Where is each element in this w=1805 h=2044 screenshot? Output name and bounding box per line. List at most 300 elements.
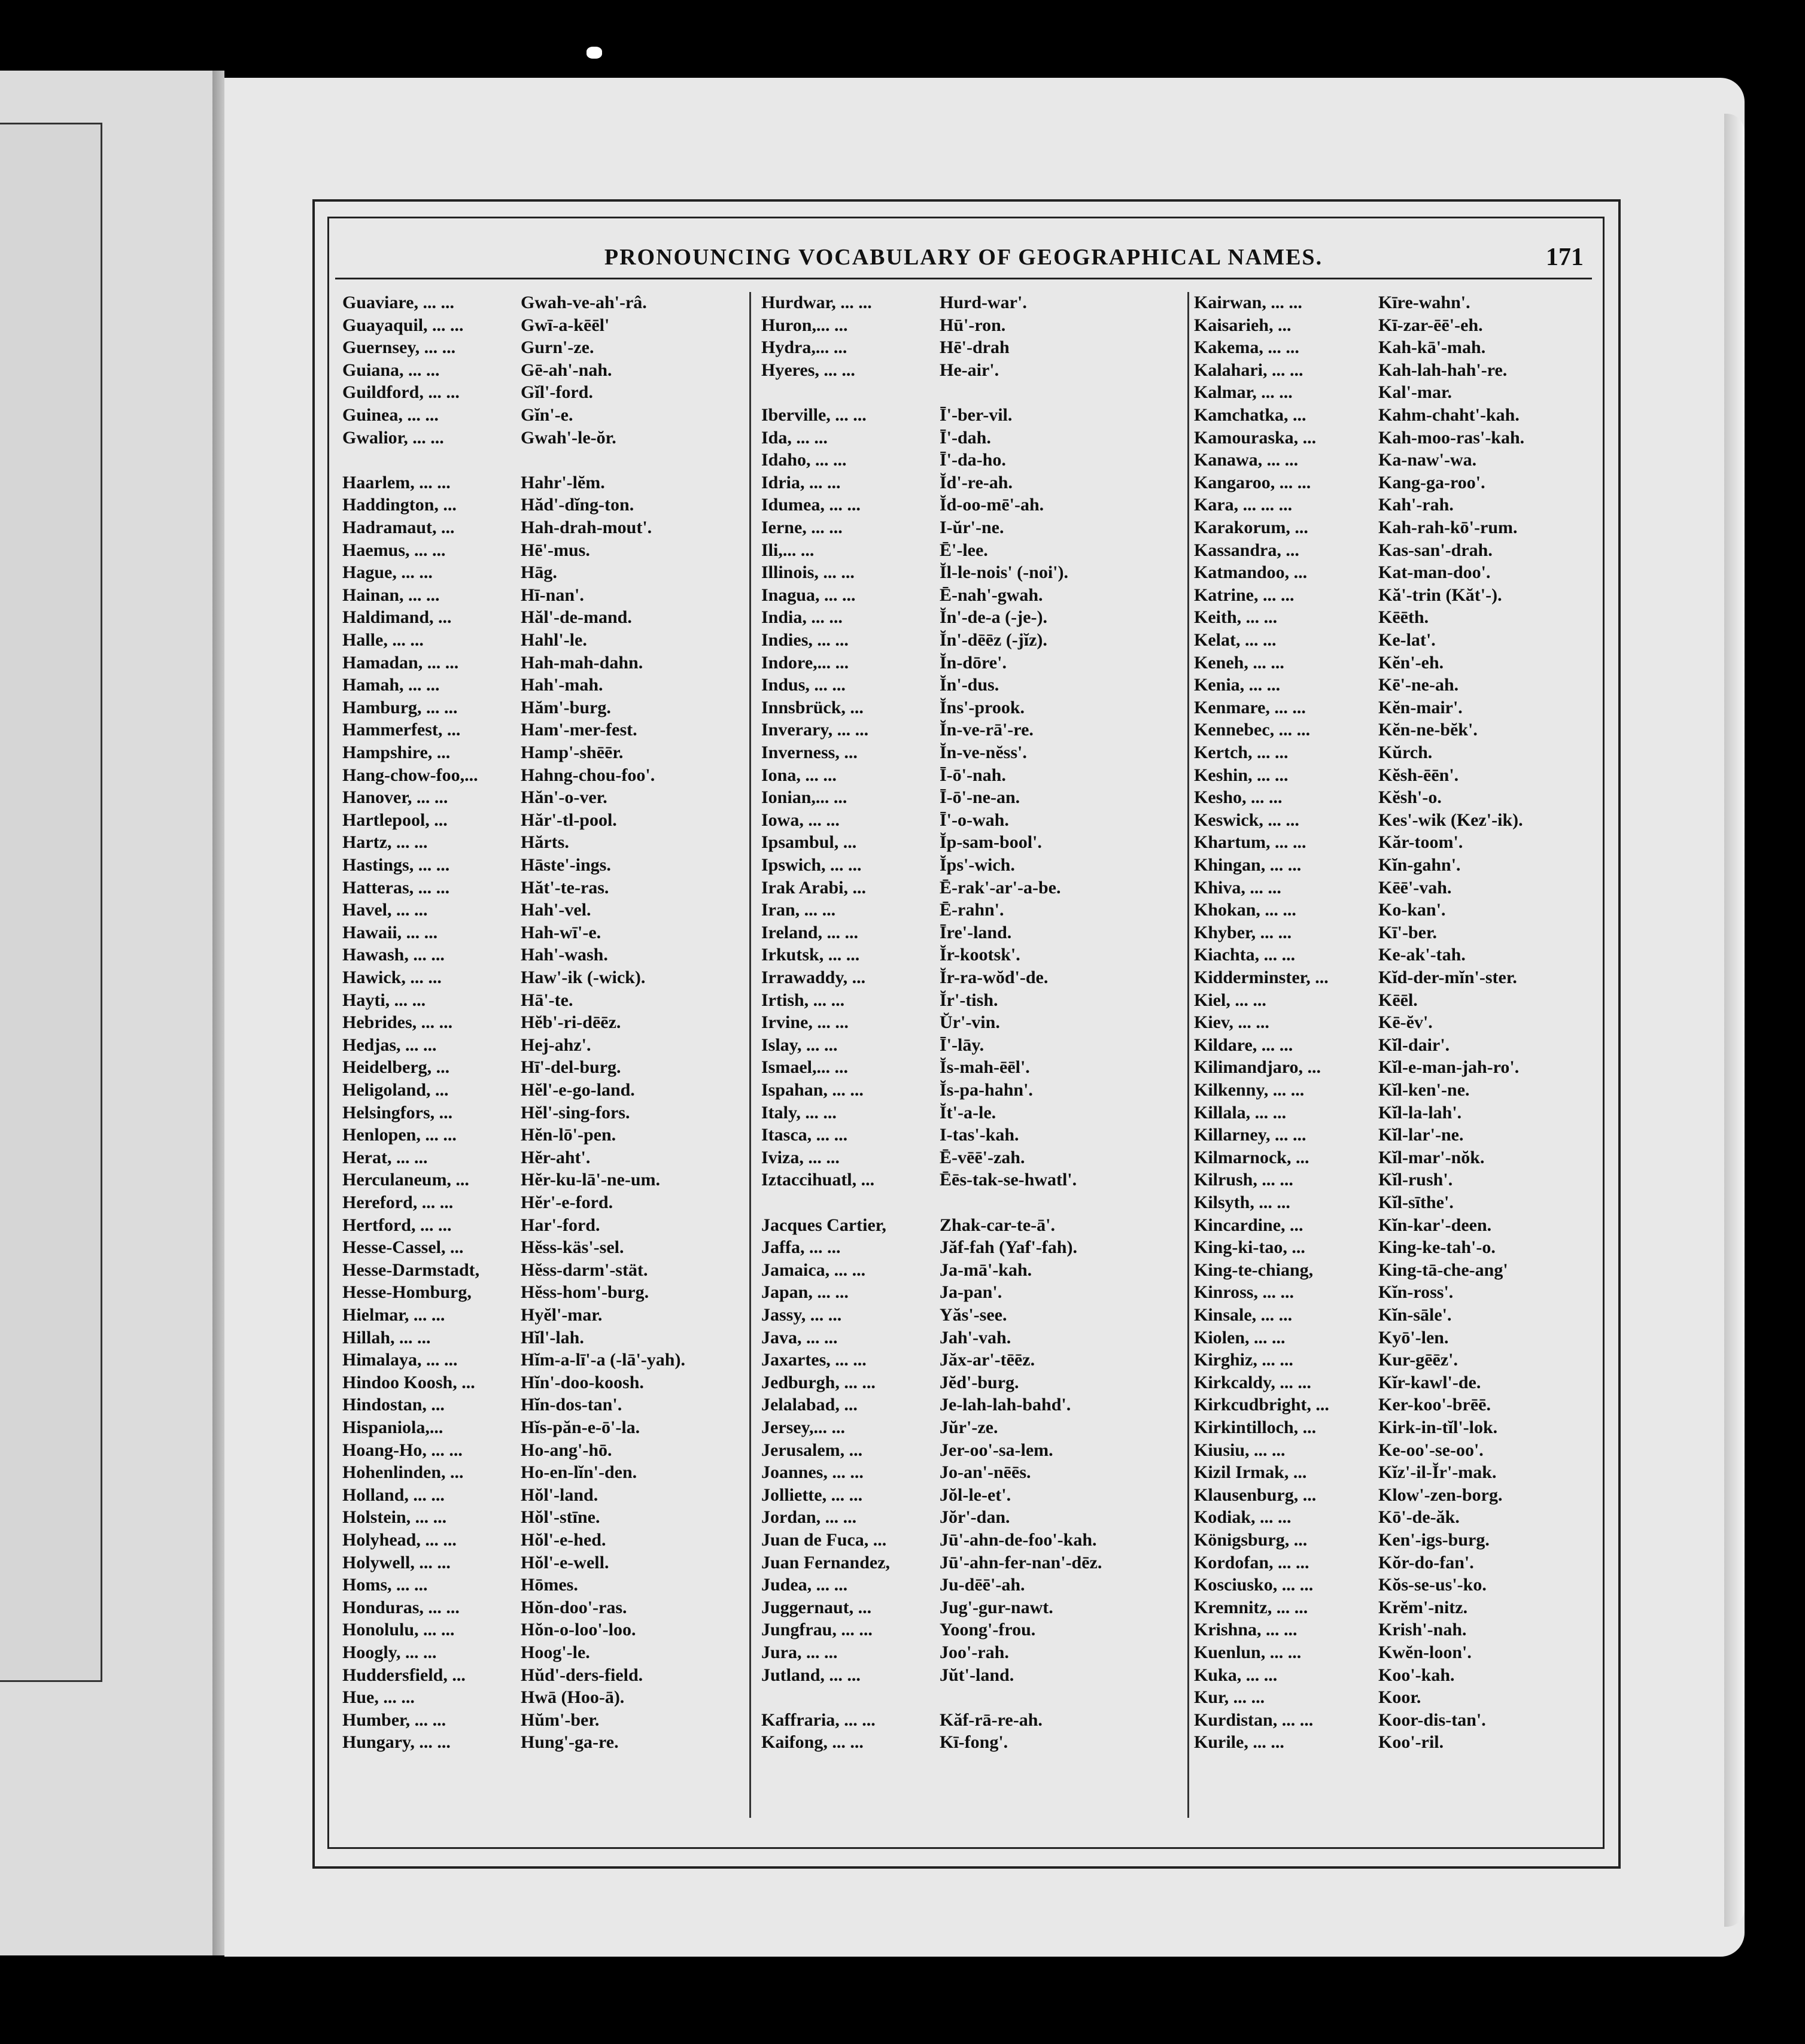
- pronunciation: Zhak-car-te-ā'.: [940, 1215, 1056, 1235]
- pronunciation: Hah'-vel.: [521, 900, 591, 920]
- place-name: Hartlepool, ...: [342, 810, 448, 830]
- vocabulary-entry: [761, 562, 1180, 583]
- pronunciation: Kes'-wik (Kez'-ik).: [1378, 810, 1523, 830]
- place-name: Keswick, ... ...: [1194, 810, 1299, 830]
- vocabulary-entry: [342, 1102, 743, 1124]
- pronunciation: Ē-rak'-ar'-a-be.: [940, 877, 1061, 898]
- place-name: Hyeres, ... ...: [761, 360, 855, 380]
- vocabulary-entry: [761, 1574, 1180, 1596]
- place-name: Ierne, ... ...: [761, 518, 843, 537]
- vocabulary-entry: [342, 1372, 743, 1394]
- vocabulary-entry: [342, 1079, 743, 1101]
- pronunciation: Ĭr-kootsk'.: [940, 945, 1020, 965]
- vocabulary-entry: [1194, 1529, 1601, 1551]
- pronunciation: Hē'-mus.: [521, 540, 590, 560]
- pronunciation: Hahng-chou-foo'.: [521, 765, 655, 785]
- vocabulary-entry: [342, 742, 743, 764]
- vocabulary-entry: [1194, 877, 1601, 899]
- place-name: Hillah, ... ...: [342, 1327, 431, 1348]
- pronunciation: Kē'-ne-ah.: [1378, 675, 1459, 695]
- place-name: Homs, ... ...: [342, 1575, 428, 1595]
- vocabulary-entry: [1194, 899, 1601, 921]
- vocabulary-entry: [761, 674, 1180, 696]
- vocabulary-entry: [1194, 494, 1601, 516]
- place-name: Jacques Cartier,: [761, 1215, 886, 1235]
- place-name: Juggernaut, ...: [761, 1597, 872, 1617]
- vocabulary-entry: [342, 944, 743, 966]
- place-name: Hamburg, ... ...: [342, 697, 458, 717]
- vocabulary-entry: [342, 1192, 743, 1213]
- pronunciation: Je-lah-lah-bahd'.: [940, 1395, 1071, 1415]
- vocabulary-entry: [761, 719, 1180, 741]
- place-name: Keshin, ... ...: [1194, 765, 1289, 785]
- pronunciation: Jū'-ahn-de-foo'-kah.: [940, 1530, 1097, 1550]
- place-name: Klausenburg, ...: [1194, 1485, 1317, 1505]
- vocabulary-entry: [342, 697, 743, 719]
- pronunciation: Ke-oo'-se-oo'.: [1378, 1440, 1484, 1460]
- vocabulary-entry: [342, 540, 743, 561]
- vocabulary-entry: [761, 854, 1180, 876]
- vocabulary-entry: [1194, 1079, 1601, 1101]
- vocabulary-entry: [1194, 292, 1601, 314]
- pronunciation: Ĭn-ve-rā'-re.: [940, 720, 1034, 740]
- place-name: India, ... ...: [761, 607, 843, 628]
- vocabulary-entry: [1194, 1147, 1601, 1169]
- pronunciation: Hŏn-o-loo'-loo.: [521, 1620, 636, 1640]
- place-name: Jersey,... ...: [761, 1418, 845, 1437]
- vocabulary-entry: [342, 899, 743, 921]
- pronunciation: Ke-lat'.: [1378, 630, 1436, 650]
- pronunciation: Ĭl-le-nois' (-noi').: [940, 562, 1068, 583]
- pronunciation: Ke-ak'-tah.: [1378, 945, 1466, 965]
- place-name: Henlopen, ... ...: [342, 1125, 457, 1145]
- place-name: Kelat, ... ...: [1194, 630, 1277, 650]
- place-name: Judea, ... ...: [761, 1575, 848, 1595]
- vocabulary-entry: [342, 427, 743, 449]
- place-name: Hawick, ... ...: [342, 968, 442, 987]
- place-name: Ionian,... ...: [761, 787, 847, 808]
- pronunciation: Jŭt'-land.: [940, 1665, 1014, 1685]
- place-name: Honduras, ... ...: [342, 1597, 460, 1617]
- place-name: Kilmarnock, ...: [1194, 1147, 1309, 1167]
- vocabulary-entry: [1194, 1124, 1601, 1146]
- page-header: [328, 244, 1599, 275]
- place-name: Irtish, ... ...: [761, 990, 845, 1010]
- place-name: Kiolen, ... ...: [1194, 1327, 1286, 1348]
- place-name: Ida, ... ...: [761, 427, 828, 448]
- place-name: Kodiak, ... ...: [1194, 1507, 1292, 1528]
- pronunciation: Ĭn'-de-a (-je-).: [940, 607, 1047, 628]
- vocabulary-entry: [342, 922, 743, 944]
- place-name: Kamchatka, ...: [1194, 405, 1306, 425]
- pronunciation: Haw'-ik (-wick).: [521, 968, 646, 987]
- place-name: Kilrush, ... ...: [1194, 1170, 1293, 1190]
- pronunciation: Hŏl'-stīne.: [521, 1507, 600, 1528]
- place-name: Halle, ... ...: [342, 630, 424, 650]
- vocabulary-entry: [761, 1462, 1180, 1483]
- place-name: Jordan, ... ...: [761, 1507, 857, 1528]
- place-name: Jedburgh, ... ...: [761, 1372, 876, 1392]
- pronunciation: Har'-ford.: [521, 1215, 600, 1235]
- place-name: Hesse-Darmstadt,: [342, 1260, 480, 1280]
- place-name: Hedjas, ... ...: [342, 1035, 437, 1055]
- place-name: Jura, ... ...: [761, 1642, 838, 1662]
- pronunciation: Kĕn-ne-bĕk'.: [1378, 720, 1478, 740]
- vocabulary-entry: [761, 540, 1180, 561]
- pronunciation: Hahl'-le.: [521, 630, 587, 650]
- vocabulary-entry: [761, 832, 1180, 853]
- place-name: Hainan, ... ...: [342, 585, 440, 605]
- pronunciation: Gĭn'-e.: [521, 405, 573, 425]
- pronunciation: Ī'-o-wah.: [940, 810, 1009, 830]
- vocabulary-entry: [761, 1394, 1180, 1416]
- pronunciation: Kĕsh-ēēn'.: [1378, 765, 1459, 785]
- vocabulary-entry: [1194, 360, 1601, 381]
- place-name: Hamah, ... ...: [342, 675, 440, 695]
- pronunciation: Ĭd'-re-ah.: [940, 472, 1013, 492]
- place-name: Kuenlun, ... ...: [1194, 1642, 1302, 1662]
- pronunciation: Hung'-ga-re.: [521, 1732, 619, 1753]
- place-name: Kordofan, ... ...: [1194, 1552, 1309, 1572]
- pronunciation: Hĭn-dos-tan'.: [521, 1395, 622, 1415]
- vocabulary-entry: [1194, 1215, 1601, 1236]
- vocabulary-entry: [342, 877, 743, 899]
- vocabulary-entry: [342, 292, 743, 314]
- place-name: Kurile, ... ...: [1194, 1732, 1284, 1753]
- pronunciation: Ŭr'-vin.: [940, 1012, 1000, 1033]
- vocabulary-entry: [1194, 810, 1601, 831]
- pronunciation: Ī-ō'-ne-an.: [940, 787, 1020, 808]
- pronunciation: Jŭr'-ze.: [940, 1418, 998, 1437]
- pronunciation: Hăt'-te-ras.: [521, 877, 609, 898]
- pronunciation: Kĭl-dair'.: [1378, 1035, 1450, 1055]
- pronunciation: Hĕb'-ri-dēēz.: [521, 1012, 621, 1033]
- vocabulary-entry: [761, 1440, 1180, 1461]
- pronunciation: Hū'-ron.: [940, 315, 1006, 335]
- vocabulary-entry: [342, 832, 743, 853]
- vocabulary-entry: [1194, 1710, 1601, 1731]
- pronunciation: Kŏr-do-fan'.: [1378, 1552, 1474, 1572]
- pronunciation: Hĕn-lō'-pen.: [521, 1125, 616, 1145]
- pronunciation: Kĕn-mair'.: [1378, 697, 1463, 717]
- pronunciation: Hĭn'-doo-koosh.: [521, 1372, 644, 1392]
- pronunciation: Jah'-vah.: [940, 1327, 1011, 1348]
- vocabulary-entry: [1194, 1260, 1601, 1281]
- vocabulary-entry: [1194, 607, 1601, 628]
- vocabulary-entry: [761, 1619, 1180, 1641]
- vocabulary-entry: [761, 1665, 1180, 1686]
- vocabulary-entry: [761, 1215, 1180, 1236]
- place-name: Kildare, ... ...: [1194, 1035, 1293, 1055]
- column-divider: [749, 292, 751, 1818]
- place-name: Kilkenny, ... ...: [1194, 1080, 1305, 1100]
- pronunciation: Ho-ang'-hō.: [521, 1440, 612, 1460]
- pronunciation: Hĕl'-e-go-land.: [521, 1080, 635, 1100]
- place-name: Hanover, ... ...: [342, 787, 448, 808]
- vocabulary-entry: [761, 1260, 1180, 1281]
- vocabulary-entry: [342, 1597, 743, 1619]
- pronunciation: Koo'-kah.: [1378, 1665, 1455, 1685]
- vocabulary-entry: [342, 1215, 743, 1236]
- place-name: Herculaneum, ...: [342, 1170, 469, 1190]
- vocabulary-entry: [1194, 585, 1601, 606]
- place-name: Hoang-Ho, ... ...: [342, 1440, 463, 1460]
- vocabulary-entry: [1194, 540, 1601, 561]
- pronunciation: Kĭn-gahn'.: [1378, 855, 1461, 875]
- vocabulary-entry: [342, 652, 743, 674]
- place-name: Katmandoo, ...: [1194, 562, 1308, 583]
- pronunciation: Hŏl'-e-hed.: [521, 1530, 606, 1550]
- pronunciation: Ken'-igs-burg.: [1378, 1530, 1490, 1550]
- place-name: Idumea, ... ...: [761, 495, 861, 515]
- vocabulary-entry: [761, 629, 1180, 651]
- place-name: Indus, ... ...: [761, 675, 846, 695]
- place-name: Haemus, ... ...: [342, 540, 446, 560]
- pronunciation: Ī'-dah.: [940, 427, 991, 448]
- place-name: Kinross, ... ...: [1194, 1282, 1294, 1303]
- place-name: Innsbrück, ...: [761, 697, 864, 717]
- place-name: Keneh, ... ...: [1194, 652, 1284, 673]
- pronunciation: Kah'-rah.: [1378, 495, 1454, 515]
- pronunciation: Krish'-nah.: [1378, 1620, 1467, 1640]
- place-name: Krishna, ... ...: [1194, 1620, 1297, 1640]
- place-name: Illinois, ... ...: [761, 562, 855, 583]
- place-name: King-ki-tao, ...: [1194, 1237, 1305, 1258]
- vocabulary-entry: [342, 404, 743, 426]
- pronunciation: Ĭp-sam-bool'.: [940, 832, 1042, 853]
- pronunciation: Ĭn'-dus.: [940, 675, 999, 695]
- pronunciation: Ĭn'-dēēz (-jĭz).: [940, 630, 1047, 650]
- vocabulary-entry: [342, 494, 743, 516]
- place-name: Hayti, ... ...: [342, 990, 426, 1010]
- place-name: Guayaquil, ... ...: [342, 315, 464, 335]
- place-name: Jolliette, ... ...: [761, 1485, 863, 1505]
- column-divider: [1187, 292, 1189, 1818]
- place-name: Honolulu, ... ...: [342, 1620, 455, 1640]
- vocabulary-entry: [1194, 382, 1601, 403]
- place-name: Kakema, ... ...: [1194, 337, 1299, 358]
- pronunciation: Īre'-land.: [940, 922, 1012, 942]
- place-name: Hadramaut, ...: [342, 518, 455, 537]
- vocabulary-entry: [342, 585, 743, 606]
- pronunciation: Jer-oo'-sa-lem.: [940, 1440, 1053, 1460]
- vocabulary-entry: [342, 1147, 743, 1169]
- place-name: Ispahan, ... ...: [761, 1080, 864, 1100]
- pronunciation: Jo-an'-nēēs.: [940, 1462, 1031, 1483]
- vocabulary-entry: [761, 1057, 1180, 1078]
- vocabulary-entry: [761, 1169, 1180, 1191]
- vocabulary-entry: [761, 472, 1180, 494]
- place-name: Hispaniola,...: [342, 1418, 443, 1437]
- vocabulary-entry: [342, 1642, 743, 1663]
- place-name: Hydra,... ...: [761, 337, 847, 358]
- place-name: Ireland, ... ...: [761, 922, 858, 942]
- vocabulary-entry: [761, 1102, 1180, 1124]
- vocabulary-entry: [342, 629, 743, 651]
- pronunciation: Ĭns'-prook.: [940, 697, 1025, 717]
- place-name: Hartz, ... ...: [342, 832, 428, 853]
- place-name: Itasca, ... ...: [761, 1125, 848, 1145]
- place-name: Indies, ... ...: [761, 630, 849, 650]
- vocabulary-entry: [1194, 1552, 1601, 1574]
- place-name: Hielmar, ... ...: [342, 1305, 445, 1325]
- place-name: Hertford, ... ...: [342, 1215, 452, 1235]
- place-name: Hatteras, ... ...: [342, 877, 450, 898]
- place-name: Kaisarieh, ...: [1194, 315, 1292, 335]
- vocabulary-entry: [761, 315, 1180, 336]
- place-name: Ipsambul, ...: [761, 832, 857, 853]
- place-name: Kalahari, ... ...: [1194, 360, 1303, 380]
- vocabulary-entry: [342, 1349, 743, 1371]
- pronunciation: Ja-pan'.: [940, 1282, 1002, 1303]
- pronunciation: Kŭrch.: [1378, 743, 1433, 762]
- pronunciation: Ĭr'-tish.: [940, 990, 998, 1010]
- place-name: Herat, ... ...: [342, 1147, 428, 1167]
- pronunciation: Ī'-ber-vil.: [940, 405, 1013, 425]
- pronunciation: Hăd'-dĭng-ton.: [521, 495, 634, 515]
- vocabulary-entry: [761, 1282, 1180, 1303]
- pronunciation: Kĭn-kar'-deen.: [1378, 1215, 1492, 1235]
- vocabulary-entry: [761, 517, 1180, 539]
- facing-page-frame: [0, 123, 102, 1682]
- pronunciation: Yăs'-see.: [940, 1305, 1007, 1325]
- pronunciation: He-air'.: [940, 360, 999, 380]
- place-name: Kertch, ... ...: [1194, 743, 1289, 762]
- vocabulary-entry: [761, 1710, 1180, 1731]
- pronunciation: Ho-en-lĭn'-den.: [521, 1462, 637, 1483]
- pronunciation: Hah-wī'-e.: [521, 922, 601, 942]
- vocabulary-entry: [342, 1304, 743, 1326]
- pronunciation: Koor-dis-tan'.: [1378, 1710, 1486, 1730]
- pronunciation: Kal'-mar.: [1378, 382, 1452, 403]
- place-name: Jelalabad, ...: [761, 1395, 858, 1415]
- vocabulary-entry: [342, 1485, 743, 1506]
- vocabulary-entry: [342, 765, 743, 786]
- place-name: Hague, ... ...: [342, 562, 433, 583]
- place-name: Kirkintilloch, ...: [1194, 1418, 1317, 1437]
- pronunciation: Kēēl.: [1378, 990, 1418, 1010]
- place-name: Holstein, ... ...: [342, 1507, 447, 1528]
- pronunciation: Kēē'-vah.: [1378, 877, 1452, 898]
- place-name: Haldimand, ...: [342, 607, 452, 628]
- pronunciation: King-ke-tah'-o.: [1378, 1237, 1496, 1258]
- place-name: Kidderminster, ...: [1194, 968, 1329, 987]
- pronunciation: Hĕl'-sing-fors.: [521, 1102, 630, 1123]
- place-name: Kirghiz, ... ...: [1194, 1350, 1293, 1370]
- place-name: Jaffa, ... ...: [761, 1237, 841, 1258]
- vocabulary-entry: [1194, 674, 1601, 696]
- vocabulary-entry: [342, 472, 743, 494]
- place-name: Heidelberg, ...: [342, 1057, 450, 1078]
- pronunciation: Ĭs-mah-ēēl'.: [940, 1057, 1030, 1078]
- place-name: Hammerfest, ...: [342, 720, 461, 740]
- pronunciation: Ĭn-dōre'.: [940, 652, 1007, 673]
- place-name: Kilsyth, ... ...: [1194, 1193, 1290, 1212]
- place-name: Holland, ... ...: [342, 1485, 445, 1505]
- pronunciation: Kirk-in-tĭl'-lok.: [1378, 1418, 1498, 1437]
- vocabulary-entry: [342, 1124, 743, 1146]
- pronunciation: Jăx-ar'-tēēz.: [940, 1350, 1035, 1370]
- pronunciation: Kĭl-lar'-ne.: [1378, 1125, 1464, 1145]
- place-name: Kaffraria, ... ...: [761, 1710, 876, 1730]
- place-name: Killarney, ... ...: [1194, 1125, 1306, 1145]
- vocabulary-entry: [1194, 427, 1601, 449]
- vocabulary-entry: [1194, 1597, 1601, 1619]
- vocabulary-entry: [342, 1057, 743, 1078]
- pronunciation: Kăf-rā-re-ah.: [940, 1710, 1043, 1730]
- pronunciation: King-tā-che-ang': [1378, 1260, 1508, 1280]
- pronunciation: Kĭz'-il-Ĭr'-mak.: [1378, 1462, 1497, 1483]
- vocabulary-entry: [1194, 562, 1601, 583]
- place-name: Guernsey, ... ...: [342, 337, 456, 358]
- place-name: Ili,... ...: [761, 540, 815, 560]
- place-name: Kinsale, ... ...: [1194, 1305, 1293, 1325]
- pronunciation: Kĭl-sīthe'.: [1378, 1193, 1454, 1212]
- vocabulary-entry: [761, 1552, 1180, 1574]
- vocabulary-entry: [1194, 1169, 1601, 1191]
- vocabulary-entry: [761, 607, 1180, 628]
- place-name: Kiachta, ... ...: [1194, 945, 1296, 965]
- place-name: Ipswich, ... ...: [761, 855, 862, 875]
- pronunciation: Kī'-ber.: [1378, 922, 1438, 942]
- place-name: Irak Arabi, ...: [761, 877, 867, 898]
- vocabulary-entry: [761, 1237, 1180, 1258]
- place-name: Kilimandjaro, ...: [1194, 1057, 1321, 1078]
- pronunciation: Jĕd'-burg.: [940, 1372, 1019, 1392]
- vocabulary-entry: [761, 697, 1180, 719]
- vocabulary-entry: [761, 899, 1180, 921]
- place-name: Iowa, ... ...: [761, 810, 840, 830]
- place-name: Hawash, ... ...: [342, 945, 445, 965]
- place-name: Jerusalem, ...: [761, 1440, 863, 1460]
- place-name: Irvine, ... ...: [761, 1012, 849, 1033]
- vocabulary-entry: [761, 449, 1180, 471]
- vocabulary-entry: [1194, 1372, 1601, 1394]
- vocabulary-entry: [1194, 1665, 1601, 1686]
- vocabulary-entry: [761, 494, 1180, 516]
- pronunciation: Kas-san'-drah.: [1378, 540, 1493, 560]
- vocabulary-entry: [342, 674, 743, 696]
- vocabulary-entry: [342, 1462, 743, 1483]
- place-name: Idaho, ... ...: [761, 450, 847, 470]
- vocabulary-entry: [761, 1035, 1180, 1056]
- vocabulary-entry: [761, 292, 1180, 314]
- vocabulary-entry: [342, 315, 743, 336]
- place-name: Kincardine, ...: [1194, 1215, 1303, 1235]
- pronunciation: Hĭm-a-lī'-a (-lā'-yah).: [521, 1350, 685, 1370]
- place-name: Inverary, ... ...: [761, 720, 869, 740]
- place-name: Heligoland, ...: [342, 1080, 449, 1100]
- vocabulary-entry: [342, 360, 743, 381]
- place-name: Kamouraska, ...: [1194, 427, 1317, 448]
- place-name: Iran, ... ...: [761, 900, 836, 920]
- place-name: Hoogly, ... ...: [342, 1642, 437, 1662]
- pronunciation: Hah-mah-dahn.: [521, 652, 643, 673]
- place-name: Hue, ... ...: [342, 1687, 415, 1708]
- place-name: Guinea, ... ...: [342, 405, 439, 425]
- pronunciation: Kah-rah-kō'-rum.: [1378, 518, 1518, 537]
- place-name: Holywell, ... ...: [342, 1552, 451, 1572]
- vocabulary-entry: [1194, 1102, 1601, 1124]
- place-name: Kiusiu, ... ...: [1194, 1440, 1286, 1460]
- pronunciation: Hĭs-păn-e-ō'-la.: [521, 1418, 640, 1437]
- vocabulary-entry: [1194, 472, 1601, 494]
- pronunciation: Hē'-drah: [940, 337, 1010, 358]
- vocabulary-entry: [1194, 697, 1601, 719]
- book-gutter: [212, 71, 224, 1955]
- vocabulary-entry: [1194, 1057, 1601, 1078]
- vocabulary-entry: [342, 1169, 743, 1191]
